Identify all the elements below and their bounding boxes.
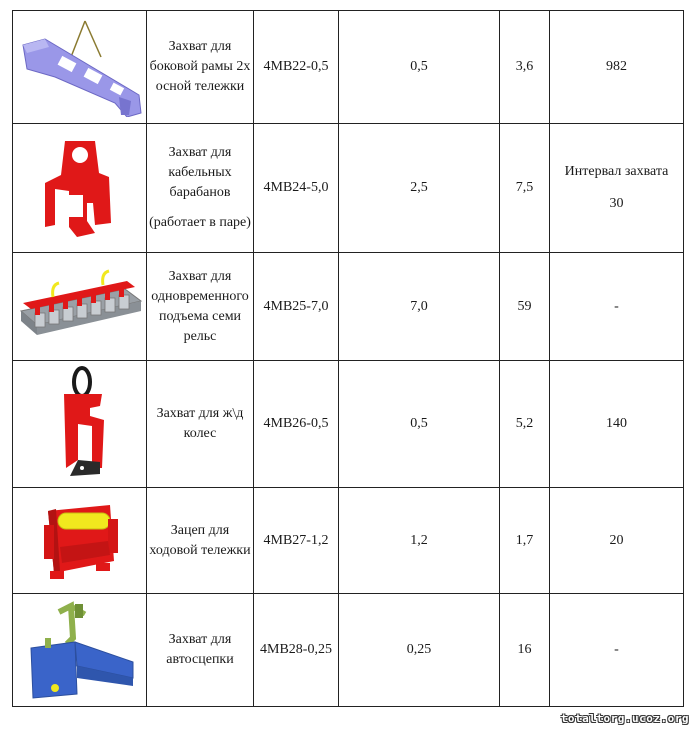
value3-cell bbox=[550, 253, 684, 361]
value2: 5,2 bbox=[515, 416, 534, 431]
item-name: Захват для боковой рамы 2х осной тележки bbox=[149, 39, 251, 94]
value2-cell bbox=[500, 594, 550, 707]
value1: 7,0 bbox=[410, 298, 428, 314]
value3: 982 bbox=[606, 59, 627, 74]
value3-cell bbox=[550, 11, 684, 124]
code-cell bbox=[254, 594, 339, 707]
equipment-table bbox=[12, 10, 684, 707]
side-frame-grab-icon bbox=[15, 17, 145, 117]
value1-cell bbox=[339, 11, 500, 124]
value2-cell bbox=[500, 488, 550, 594]
table-row bbox=[13, 361, 684, 488]
name-cell bbox=[147, 488, 254, 594]
value3-cell bbox=[550, 488, 684, 594]
value3-cell bbox=[550, 361, 684, 488]
item-code: 4МВ22-0,5 bbox=[263, 59, 329, 74]
value3: Интервал захвата bbox=[564, 164, 669, 179]
name-cell bbox=[147, 11, 254, 124]
value2-cell bbox=[500, 11, 550, 124]
value1-cell bbox=[339, 488, 500, 594]
name-cell bbox=[147, 124, 254, 253]
item-code: 4МВ26-0,5 bbox=[263, 416, 329, 431]
value1-cell bbox=[339, 253, 500, 361]
code-cell bbox=[254, 253, 339, 361]
bogie-hook-icon bbox=[30, 491, 130, 591]
item-name: Зацеп для ходовой тележки bbox=[149, 522, 251, 558]
wheel-grab-icon bbox=[30, 364, 130, 484]
name-cell bbox=[147, 253, 254, 361]
value3: - bbox=[614, 298, 619, 314]
image-cell bbox=[13, 253, 147, 361]
value1-cell bbox=[339, 361, 500, 488]
value3: 140 bbox=[606, 416, 627, 431]
value1-cell bbox=[339, 594, 500, 707]
value2: 16 bbox=[517, 642, 532, 657]
item-note: (работает в паре) bbox=[149, 215, 251, 230]
code-cell bbox=[254, 11, 339, 124]
code-cell bbox=[254, 361, 339, 488]
value2: 3,6 bbox=[515, 59, 534, 74]
item-code: 4МВ27-1,2 bbox=[263, 532, 329, 548]
image-cell bbox=[13, 594, 147, 707]
value1: 0,25 bbox=[406, 642, 432, 657]
cable-drum-hook-icon bbox=[25, 133, 135, 243]
value2-cell bbox=[500, 361, 550, 488]
value3: - bbox=[614, 642, 619, 657]
code-cell bbox=[254, 488, 339, 594]
value2: 59 bbox=[517, 298, 532, 314]
table-row bbox=[13, 488, 684, 594]
table-row bbox=[13, 253, 684, 361]
value1-cell bbox=[339, 124, 500, 253]
name-cell bbox=[147, 594, 254, 707]
value3-cell bbox=[550, 594, 684, 707]
value2: 1,7 bbox=[515, 532, 534, 548]
value3-cell bbox=[550, 124, 684, 253]
value2-cell bbox=[500, 124, 550, 253]
item-name: Захват для одновременного подъема семи рельс bbox=[151, 268, 249, 344]
image-cell bbox=[13, 124, 147, 253]
value2-cell bbox=[500, 253, 550, 361]
table-row bbox=[13, 11, 684, 124]
item-name: Захват для кабельных барабанов bbox=[168, 145, 232, 200]
code-cell bbox=[254, 124, 339, 253]
item-code: 4МВ24-5,0 bbox=[263, 180, 329, 195]
image-cell bbox=[13, 11, 147, 124]
watermark: totaltorg.ucoz.org bbox=[560, 712, 689, 725]
name-cell bbox=[147, 361, 254, 488]
table-row bbox=[13, 124, 684, 253]
table-row bbox=[13, 594, 684, 707]
value3: 20 bbox=[609, 532, 624, 548]
value1: 2,5 bbox=[410, 180, 428, 195]
value3-secondary: 30 bbox=[609, 196, 624, 211]
item-code: 4МВ25-7,0 bbox=[263, 298, 329, 314]
item-name: Захват для автосцепки bbox=[166, 632, 234, 667]
coupler-grab-icon bbox=[15, 598, 145, 703]
image-cell bbox=[13, 361, 147, 488]
value1: 0,5 bbox=[410, 59, 428, 74]
item-code: 4МВ28-0,25 bbox=[260, 642, 332, 657]
rail-lifting-beam-icon bbox=[15, 267, 145, 347]
image-cell bbox=[13, 488, 147, 594]
item-name: Захват для ж\д колес bbox=[156, 406, 244, 441]
value1: 0,5 bbox=[410, 416, 428, 431]
value2: 7,5 bbox=[515, 180, 534, 195]
value1: 1,2 bbox=[410, 532, 428, 548]
